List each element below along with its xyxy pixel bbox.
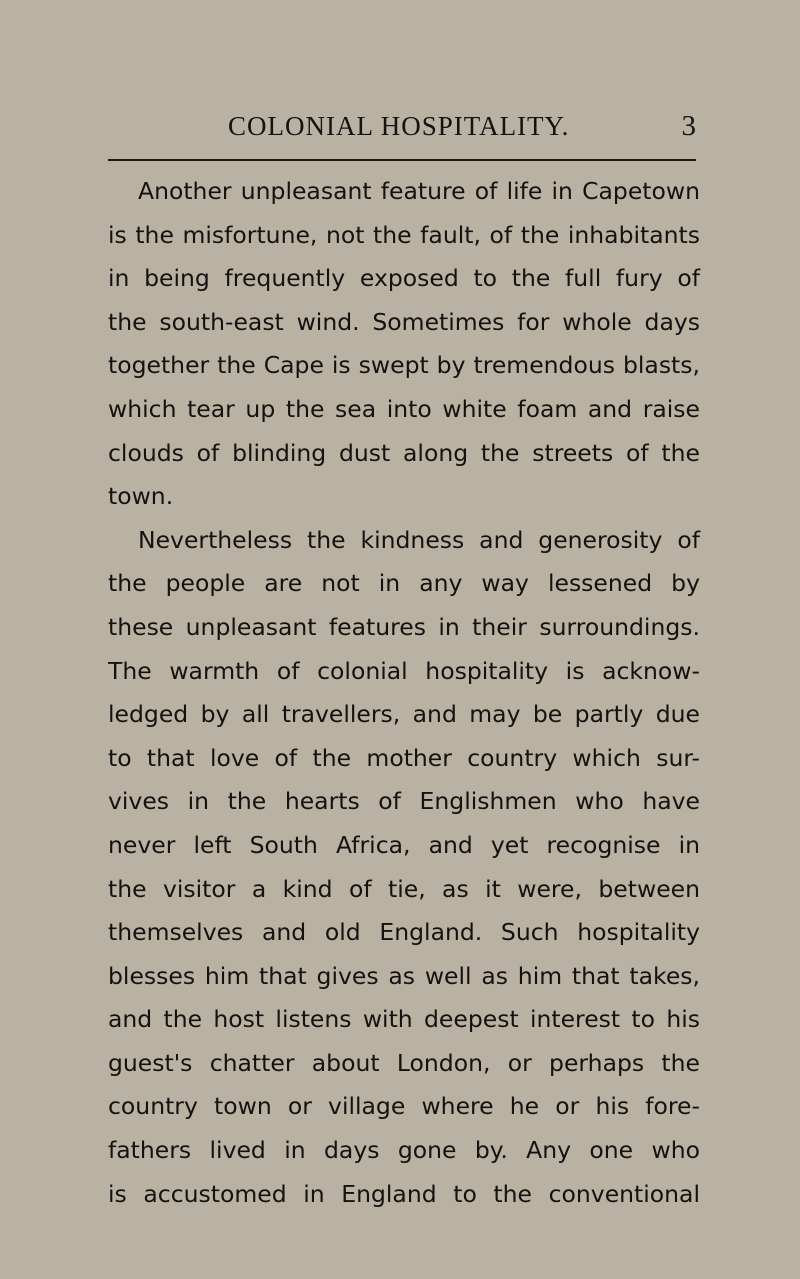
text-line: Another unpleasant feature of life in Capetown — [138, 177, 700, 205]
text-line: the visitor a kind of tie, as it were, between — [108, 874, 700, 903]
text-line: ledged by all travellers, and may be partly due — [108, 700, 700, 729]
text-line: country town or village where he or his fore- — [108, 1092, 700, 1121]
text-line: never left South Africa, and yet recognise in — [108, 830, 700, 859]
text-line: these unpleasant features in their surroundings. — [108, 612, 700, 641]
text-line: and the host listens with deepest interest to his — [108, 1005, 700, 1034]
text-line: Nevertheless the kindness and generosity of — [138, 525, 700, 554]
text-line: in being frequently exposed to the full fury of — [108, 264, 700, 293]
text-line: the south-east wind. Sometimes for whole days — [108, 307, 700, 336]
text-line: blesses him that gives as well as him that takes, — [108, 961, 700, 990]
text-line: fathers lived in days gone by. Any one who — [108, 1136, 700, 1165]
text-line: The warmth of colonial hospitality is acknow- — [108, 656, 700, 685]
page-header — [108, 106, 696, 146]
text-line: themselves and old England. Such hospitality — [108, 918, 700, 947]
header-rule — [108, 159, 696, 161]
text-line: vives in the hearts of Englishmen who have — [108, 787, 700, 816]
body-text — [108, 170, 700, 1216]
text-line: which tear up the sea into white foam and raise — [108, 394, 700, 423]
running-head: COLONIAL HOSPITALITY. — [228, 111, 570, 141]
text-line: is accustomed in England to the conventional — [108, 1179, 700, 1208]
page-number: 3 — [681, 110, 696, 142]
text-line: to that love of the mother country which sur- — [108, 743, 700, 772]
text-line: guest's chatter about London, or perhaps the — [108, 1048, 700, 1077]
text-line: town. — [108, 482, 174, 511]
text-line: together the Cape is swept by tremendous blasts, — [108, 351, 700, 380]
text-line: clouds of blinding dust along the streets of the — [108, 438, 700, 467]
text-line: is the misfortune, not the fault, of the inhabitants — [108, 220, 700, 249]
text-line: the people are not in any way lessened by — [108, 569, 700, 598]
